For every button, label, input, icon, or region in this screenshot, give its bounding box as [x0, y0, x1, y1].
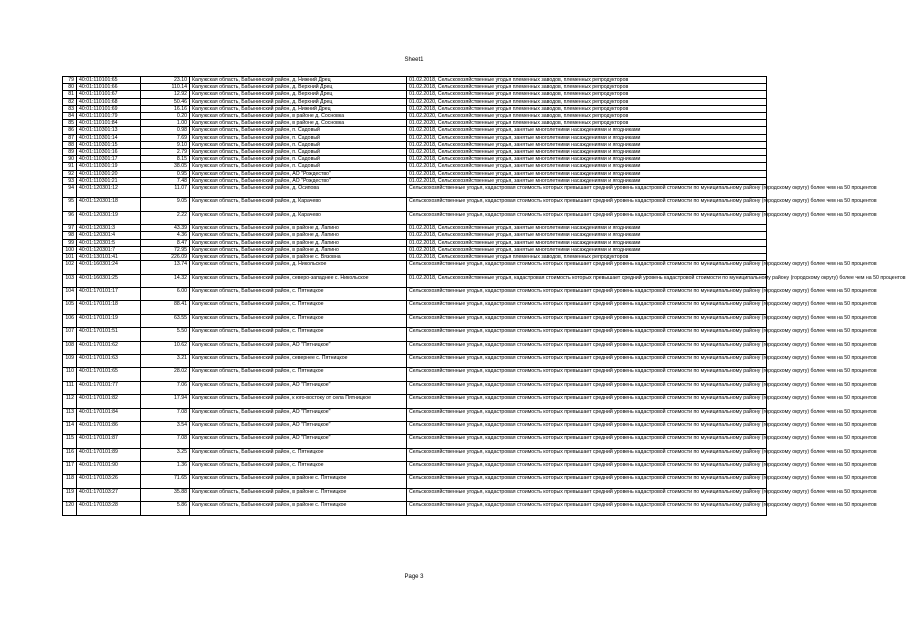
location-cell: Калужская область, Бабынинский район, в районе д. Лапино: [190, 225, 407, 232]
row-number-cell: 96: [63, 211, 77, 224]
area-cell: 3.25: [141, 448, 190, 461]
cadastral-number-cell: 40:01:170101:62: [77, 341, 141, 354]
table-row: [63, 105, 767, 112]
land-use-cell: 01.02.2018, Сельскохозяйственные угодья, занятые многолетними насаждениями и ягодниками: [407, 163, 767, 170]
table-row: [63, 120, 767, 127]
table-row: [63, 341, 767, 354]
row-number-cell: 89: [63, 149, 77, 156]
location-cell: Калужская область, Бабынинский район, д. Нижний Дрец: [190, 77, 407, 84]
cadastral-number-cell: 40:01:170101:77: [77, 381, 141, 394]
land-use-cell: 01.02.2018, Сельскохозяйственные угодья племенных заводов, племенных репродукторов: [407, 254, 767, 261]
cadastral-number-cell: 40:01:110301:19: [77, 163, 141, 170]
table-row: [63, 134, 767, 141]
land-use-cell: Сельскохозяйственные угодья, кадастровая стоимость которых превышает средний уровень кадастровой стоимости по муниципальному району (городскому округу) более чем на 50 процентов: [407, 502, 767, 515]
row-number-cell: 80: [63, 84, 77, 91]
location-cell: Калужская область, Бабынинский район, АО "Пятницкое": [190, 381, 407, 394]
area-cell: 17.94: [141, 395, 190, 408]
land-use-cell: Сельскохозяйственные угодья, кадастровая стоимость которых превышает средний уровень кадастровой стоимости по муниципальному району (городскому округу) более чем на 50 процентов: [407, 368, 767, 381]
cadastral-number-cell: 40:01:170101:87: [77, 435, 141, 448]
cadastral-number-cell: 40:01:160301:24: [77, 261, 141, 274]
area-cell: 0.95: [141, 170, 190, 177]
location-cell: Калужская область, Бабынинский район, д. Верхний Дрец: [190, 84, 407, 91]
land-use-cell: Сельскохозяйственные угодья, кадастровая стоимость которых превышает средний уровень кадастровой стоимости по муниципальному району (городскому округу) более чем на 50 процентов: [407, 354, 767, 367]
row-number-cell: 103: [63, 274, 77, 287]
table-row: [63, 488, 767, 501]
land-use-cell: Сельскохозяйственные угодья, кадастровая стоимость которых превышает средний уровень кадастровой стоимости по муниципальному району (городскому округу) более чем на 50 процентов: [407, 288, 767, 301]
cadastral-number-cell: 40:01:130101:41: [77, 254, 141, 261]
land-use-cell: Сельскохозяйственные угодья, кадастровая стоимость которых превышает средний уровень кадастровой стоимости по муниципальному району (городскому округу) более чем на 50 процентов: [407, 314, 767, 327]
area-cell: 0.20: [141, 113, 190, 120]
area-cell: 5.86: [141, 502, 190, 515]
table-row: [63, 435, 767, 448]
cadastral-number-cell: 40:01:170103:28: [77, 502, 141, 515]
row-number-cell: 90: [63, 156, 77, 163]
land-use-cell: Сельскохозяйственные угодья, кадастровая стоимость которых превышает средний уровень кадастровой стоимости по муниципальному району (городскому округу) более чем на 50 процентов: [407, 408, 767, 421]
table-row: [63, 141, 767, 148]
table-row: [63, 156, 767, 163]
area-cell: 38.05: [141, 163, 190, 170]
area-cell: 4.36: [141, 232, 190, 239]
area-cell: 0.98: [141, 127, 190, 134]
cadastral-number-cell: 40:01:110101:66: [77, 84, 141, 91]
row-number-cell: 118: [63, 475, 77, 488]
location-cell: Калужская область, Бабынинский район, п. Садовый: [190, 163, 407, 170]
table-row: [63, 239, 767, 246]
cadastral-number-cell: 40:01:160301:25: [77, 274, 141, 287]
land-use-cell: 01.02.2018, Сельскохозяйственные угодья племенных заводов, племенных репродукторов: [407, 91, 767, 98]
area-cell: 63.55: [141, 314, 190, 327]
cadastral-number-cell: 40:01:170101:19: [77, 314, 141, 327]
row-number-cell: 91: [63, 163, 77, 170]
row-number-cell: 100: [63, 246, 77, 253]
table-row: [63, 98, 767, 105]
land-use-cell: 01.02.2018, Сельскохозяйственные угодья, занятые многолетними насаждениями и ягодниками: [407, 170, 767, 177]
row-number-cell: 88: [63, 141, 77, 148]
land-use-cell: 01.02.2018, Сельскохозяйственные угодья, занятые многолетними насаждениями и ягодниками: [407, 246, 767, 253]
cadastral-number-cell: 40:01:170101:51: [77, 328, 141, 341]
location-cell: Калужская область, Бабынинский район, п. Садовый: [190, 149, 407, 156]
row-number-cell: 111: [63, 381, 77, 394]
land-use-cell: 01.02.2018, Сельскохозяйственные угодья, занятые многолетними насаждениями и ягодниками: [407, 141, 767, 148]
row-number-cell: 101: [63, 254, 77, 261]
table-row: [63, 246, 767, 253]
area-cell: 7.06: [141, 381, 190, 394]
location-cell: Калужская область, Бабынинский район, с. Пятницкое: [190, 328, 407, 341]
land-plots-table: [62, 76, 906, 516]
row-number-cell: 92: [63, 170, 77, 177]
cadastral-number-cell: 40:01:170103:26: [77, 475, 141, 488]
table-row: [63, 77, 767, 84]
land-use-cell: Сельскохозяйственные угодья, кадастровая стоимость которых превышает средний уровень кадастровой стоимости по муниципальному району (городскому округу) более чем на 50 процентов: [407, 448, 767, 461]
location-cell: Калужская область, Бабынинский район, в районе с. Пятницкое: [190, 502, 407, 515]
area-cell: 28.02: [141, 368, 190, 381]
row-number-cell: 112: [63, 395, 77, 408]
location-cell: Калужская область, Бабынинский район, в районе д. Сосновка: [190, 120, 407, 127]
page-number: Page 3: [404, 574, 424, 580]
location-cell: Калужская область, Бабынинский район, п. Садовый: [190, 127, 407, 134]
cadastral-number-cell: 40:01:170101:63: [77, 354, 141, 367]
table-row: [63, 113, 767, 120]
location-cell: Калужская область, Бабынинский район, северо-западнее с. Никольское: [190, 274, 407, 287]
location-cell: Калужская область, Бабынинский район, в районе д. Лапино: [190, 239, 407, 246]
area-cell: 8.47: [141, 239, 190, 246]
area-cell: 35.88: [141, 488, 190, 501]
table-row: [63, 84, 767, 91]
land-use-cell: Сельскохозяйственные угодья, кадастровая стоимость которых превышает средний уровень кадастровой стоимости по муниципальному району (городскому округу) более чем на 50 процентов: [407, 381, 767, 394]
location-cell: Калужская область, Бабынинский район, АО "Рождество": [190, 170, 407, 177]
area-cell: 1.00: [141, 120, 190, 127]
land-use-cell: Сельскохозяйственные угодья, кадастровая стоимость которых превышает средний уровень кадастровой стоимости по муниципальному району (городскому округу) более чем на 50 процентов: [407, 488, 767, 501]
table-row: [63, 177, 767, 184]
land-use-cell: 01.02.2018, Сельскохозяйственные угодья, занятые многолетними насаждениями и ягодниками: [407, 156, 767, 163]
location-cell: Калужская область, Бабынинский район, д. Осипова: [190, 185, 407, 198]
land-use-cell: Сельскохозяйственные угодья, кадастровая стоимость которых превышает средний уровень кадастровой стоимости по муниципальному району (городскому округу) более чем на 50 процентов: [407, 341, 767, 354]
cadastral-number-cell: 40:01:170101:89: [77, 448, 141, 461]
land-use-cell: 01.02.2018, Сельскохозяйственные угодья племенных заводов, племенных репродукторов: [407, 105, 767, 112]
cadastral-number-cell: 40:01:110301:17: [77, 156, 141, 163]
table-row: [63, 211, 767, 224]
cadastral-number-cell: 40:01:120301:19: [77, 211, 141, 224]
cadastral-number-cell: 40:01:170101:84: [77, 408, 141, 421]
land-use-cell: 01.02.2018, Сельскохозяйственные угодья, занятые многолетними насаждениями и ягодниками: [407, 225, 767, 232]
area-cell: 14.32: [141, 274, 190, 287]
land-use-cell: Сельскохозяйственные угодья, кадастровая стоимость которых превышает средний уровень кадастровой стоимости по муниципальному району (городскому округу) более чем на 50 процентов: [407, 211, 767, 224]
table-row: [63, 314, 767, 327]
location-cell: Калужская область, Бабынинский район, д. Верхний Дрец: [190, 98, 407, 105]
row-number-cell: 106: [63, 314, 77, 327]
row-number-cell: 113: [63, 408, 77, 421]
location-cell: Калужская область, Бабынинский район, с. Пятницкое: [190, 448, 407, 461]
location-cell: Калужская область, Бабынинский район, п. Садовый: [190, 141, 407, 148]
table-row: [63, 170, 767, 177]
location-cell: Калужская область, Бабынинский район, д. Верхний Дрец: [190, 91, 407, 98]
row-number-cell: 107: [63, 328, 77, 341]
area-cell: 12.92: [141, 91, 190, 98]
area-cell: 226.09: [141, 254, 190, 261]
area-cell: 23.10: [141, 77, 190, 84]
cadastral-number-cell: 40:01:120301:12: [77, 185, 141, 198]
land-use-cell: 01.02.2018, Сельскохозяйственные угодья, занятые многолетними насаждениями и ягодниками: [407, 127, 767, 134]
table-row: [63, 448, 767, 461]
table-row: [63, 462, 767, 475]
area-cell: 9.05: [141, 198, 190, 211]
row-number-cell: 108: [63, 341, 77, 354]
land-use-cell: Сельскохозяйственные угодья, кадастровая стоимость которых превышает средний уровень кадастровой стоимости по муниципальному району (городскому округу) более чем на 50 процентов: [407, 185, 767, 198]
land-use-cell: 01.02.2018, Сельскохозяйственные угодья, занятые многолетними насаждениями и ягодниками: [407, 149, 767, 156]
row-number-cell: 86: [63, 127, 77, 134]
table-row: [63, 328, 767, 341]
cadastral-number-cell: 40:01:170101:86: [77, 421, 141, 434]
land-use-cell: 01.02.2018, Сельскохозяйственные угодья племенных заводов, племенных репродукторов: [407, 84, 767, 91]
cadastral-number-cell: 40:01:110301:16: [77, 149, 141, 156]
row-number-cell: 94: [63, 185, 77, 198]
table-row: [63, 198, 767, 211]
area-cell: 3.21: [141, 354, 190, 367]
area-cell: 2.79: [141, 149, 190, 156]
cadastral-number-cell: 40:01:170101:90: [77, 462, 141, 475]
area-cell: 7.08: [141, 408, 190, 421]
land-use-cell: 01.02.2018, Сельскохозяйственные угодья, занятые многолетними насаждениями и ягодниками: [407, 177, 767, 184]
location-cell: Калужская область, Бабынинский район, АО "Пятницкое": [190, 341, 407, 354]
land-use-cell: 01.02.2020, Сельскохозяйственные угодья племенных заводов, племенных репродукторов: [407, 98, 767, 105]
area-cell: 43.39: [141, 225, 190, 232]
land-use-cell: 01.02.2020, Сельскохозяйственные угодья племенных заводов, племенных репродукторов: [407, 120, 767, 127]
table-row: [63, 261, 767, 274]
table-row: [63, 502, 767, 515]
location-cell: Калужская область, Бабынинский район, АО "Пятницкое": [190, 435, 407, 448]
row-number-cell: 81: [63, 91, 77, 98]
area-cell: 7.48: [141, 177, 190, 184]
location-cell: Калужская область, Бабынинский район, АО "Рождество": [190, 177, 407, 184]
cadastral-number-cell: 40:01:110101:79: [77, 113, 141, 120]
land-use-cell: 01.02.2018, Сельскохозяйственные угодья, занятые многолетними насаждениями и ягодниками: [407, 239, 767, 246]
table-row: [63, 288, 767, 301]
area-cell: 8.15: [141, 156, 190, 163]
table-row: [63, 301, 767, 314]
row-number-cell: 98: [63, 232, 77, 239]
table-row: [63, 254, 767, 261]
area-cell: 1.36: [141, 462, 190, 475]
land-use-cell: 01.02.2018, Сельскохозяйственные угодья, кадастровая стоимость которых превышает средний уровень кадастровой стоимости по муниципальному району (городскому округу) более чем на 50 процентов: [407, 274, 767, 287]
location-cell: Калужская область, Бабынинский район, п. Садовый: [190, 134, 407, 141]
cadastral-number-cell: 40:01:170103:27: [77, 488, 141, 501]
row-number-cell: 87: [63, 134, 77, 141]
land-use-cell: Сельскохозяйственные угодья, кадастровая стоимость которых превышает средний уровень кадастровой стоимости по муниципальному району (городскому округу) более чем на 50 процентов: [407, 198, 767, 211]
table-row: [63, 354, 767, 367]
land-use-cell: 01.02.2020, Сельскохозяйственные угодья племенных заводов, племенных репродукторов: [407, 113, 767, 120]
cadastral-number-cell: 40:01:110101:69: [77, 105, 141, 112]
row-number-cell: 97: [63, 225, 77, 232]
location-cell: Калужская область, Бабынинский район, с. Пятницкое: [190, 301, 407, 314]
row-number-cell: 117: [63, 462, 77, 475]
row-number-cell: 115: [63, 435, 77, 448]
table-row: [63, 91, 767, 98]
area-cell: 7.69: [141, 134, 190, 141]
cadastral-number-cell: 40:01:110101:68: [77, 98, 141, 105]
area-cell: 3.54: [141, 421, 190, 434]
row-number-cell: 102: [63, 261, 77, 274]
area-cell: 2.22: [141, 211, 190, 224]
table-row: [63, 368, 767, 381]
location-cell: Калужская область, Бабынинский район, с. Пятницкое: [190, 288, 407, 301]
area-cell: 6.00: [141, 288, 190, 301]
cadastral-number-cell: 40:01:110301:14: [77, 134, 141, 141]
land-use-cell: Сельскохозяйственные угодья, кадастровая стоимость которых превышает средний уровень кадастровой стоимости по муниципальному району (городскому округу) более чем на 50 процентов: [407, 261, 767, 274]
location-cell: Калужская область, Бабынинский район, п. Садовый: [190, 156, 407, 163]
land-use-cell: Сельскохозяйственные угодья, кадастровая стоимость которых превышает средний уровень кадастровой стоимости по муниципальному району (городскому округу) более чем на 50 процентов: [407, 462, 767, 475]
table-row: [63, 185, 767, 198]
cadastral-number-cell: 40:01:120301:5: [77, 239, 141, 246]
area-cell: 7.08: [141, 435, 190, 448]
cadastral-number-cell: 40:01:110301:21: [77, 177, 141, 184]
cadastral-number-cell: 40:01:120301:18: [77, 198, 141, 211]
location-cell: Калужская область, Бабынинский район, в районе д. Лапино: [190, 232, 407, 239]
land-use-cell: Сельскохозяйственные угодья, кадастровая стоимость которых превышает средний уровень кадастровой стоимости по муниципальному району (городскому округу) более чем на 50 процентов: [407, 421, 767, 434]
location-cell: Калужская область, Бабынинский район, д. Нижний Дрец: [190, 105, 407, 112]
area-cell: 9.10: [141, 141, 190, 148]
row-number-cell: 119: [63, 488, 77, 501]
location-cell: Калужская область, Бабынинский район, АО "Пятницкое": [190, 408, 407, 421]
location-cell: Калужская область, Бабынинский район, севернее с. Пятницкое: [190, 354, 407, 367]
cadastral-number-cell: 40:01:110301:13: [77, 127, 141, 134]
row-number-cell: 105: [63, 301, 77, 314]
table-row: [63, 475, 767, 488]
location-cell: Калужская область, Бабынинский район, в районе д. Лапино: [190, 246, 407, 253]
area-cell: 13.74: [141, 261, 190, 274]
location-cell: Калужская область, Бабынинский район, в районе с. Пятницкое: [190, 475, 407, 488]
table-row: [63, 274, 767, 287]
row-number-cell: 99: [63, 239, 77, 246]
table-row: [63, 127, 767, 134]
row-number-cell: 84: [63, 113, 77, 120]
cadastral-number-cell: 40:01:170101:17: [77, 288, 141, 301]
location-cell: Калужская область, Бабынинский район, с. Пятницкое: [190, 462, 407, 475]
area-cell: 50.46: [141, 98, 190, 105]
location-cell: Калужская область, Бабынинский район, АО "Пятницкое": [190, 421, 407, 434]
row-number-cell: 93: [63, 177, 77, 184]
cadastral-number-cell: 40:01:110101:67: [77, 91, 141, 98]
table-row: [63, 149, 767, 156]
land-use-cell: 01.02.2018, Сельскохозяйственные угодья, занятые многолетними насаждениями и ягодниками: [407, 134, 767, 141]
location-cell: Калужская область, Бабынинский район, в районе с. Пятницкое: [190, 488, 407, 501]
area-cell: 88.41: [141, 301, 190, 314]
land-use-cell: Сельскохозяйственные угодья, кадастровая стоимость которых превышает средний уровень кадастровой стоимости по муниципальному району (городскому округу) более чем на 50 процентов: [407, 475, 767, 488]
land-use-cell: Сельскохозяйственные угодья, кадастровая стоимость которых превышает средний уровень кадастровой стоимости по муниципальному району (городскому округу) более чем на 50 процентов: [407, 395, 767, 408]
cadastral-number-cell: 40:01:110301:20: [77, 170, 141, 177]
cadastral-number-cell: 40:01:120301:7: [77, 246, 141, 253]
area-cell: 16.16: [141, 105, 190, 112]
row-number-cell: 120: [63, 502, 77, 515]
row-number-cell: 95: [63, 198, 77, 211]
location-cell: Калужская область, Бабынинский район, с. Пятницкое: [190, 314, 407, 327]
cadastral-number-cell: 40:01:110301:15: [77, 141, 141, 148]
land-use-cell: 01.02.2018, Сельскохозяйственные угодья, занятые многолетними насаждениями и ягодниками: [407, 232, 767, 239]
row-number-cell: 79: [63, 77, 77, 84]
table-row: [63, 232, 767, 239]
cadastral-number-cell: 40:01:170101:18: [77, 301, 141, 314]
row-number-cell: 114: [63, 421, 77, 434]
row-number-cell: 82: [63, 98, 77, 105]
land-use-cell: Сельскохозяйственные угодья, кадастровая стоимость которых превышает средний уровень кадастровой стоимости по муниципальному району (городскому округу) более чем на 50 процентов: [407, 435, 767, 448]
row-number-cell: 83: [63, 105, 77, 112]
row-number-cell: 110: [63, 368, 77, 381]
cadastral-number-cell: 40:01:170101:82: [77, 395, 141, 408]
cadastral-number-cell: 40:01:120301:4: [77, 232, 141, 239]
area-cell: 110.14: [141, 84, 190, 91]
table-row: [63, 225, 767, 232]
area-cell: 10.62: [141, 341, 190, 354]
area-cell: 11.07: [141, 185, 190, 198]
land-use-cell: 01.02.2018, Сельскохозяйственные угодья племенных заводов, племенных репродукторов: [407, 77, 767, 84]
cadastral-number-cell: 40:01:120301:3: [77, 225, 141, 232]
table-row: [63, 421, 767, 434]
location-cell: Калужская область, Бабынинский район, д. Карачево: [190, 198, 407, 211]
location-cell: Калужская область, Бабынинский район, с. Пятницкое: [190, 368, 407, 381]
row-number-cell: 116: [63, 448, 77, 461]
area-cell: 72.95: [141, 246, 190, 253]
area-cell: 71.65: [141, 475, 190, 488]
area-cell: 5.50: [141, 328, 190, 341]
location-cell: Калужская область, Бабынинский район, д. Карачево: [190, 211, 407, 224]
land-use-cell: Сельскохозяйственные угодья, кадастровая стоимость которых превышает средний уровень кадастровой стоимости по муниципальному району (городскому округу) более чем на 50 процентов: [407, 301, 767, 314]
location-cell: Калужская область, Бабынинский район, в районе с. Вязовна: [190, 254, 407, 261]
location-cell: Калужская область, Бабынинский район, д. Никольское: [190, 261, 407, 274]
location-cell: Калужская область, Бабынинский район, к юго-востоку от села Пятницкое: [190, 395, 407, 408]
land-use-cell: Сельскохозяйственные угодья, кадастровая стоимость которых превышает средний уровень кадастровой стоимости по муниципальному району (городскому округу) более чем на 50 процентов: [407, 328, 767, 341]
table-row: [63, 408, 767, 421]
row-number-cell: 104: [63, 288, 77, 301]
cadastral-number-cell: 40:01:170101:65: [77, 368, 141, 381]
row-number-cell: 85: [63, 120, 77, 127]
sheet-title: Sheet1: [404, 57, 424, 63]
table-row: [63, 163, 767, 170]
cadastral-number-cell: 40:01:110101:84: [77, 120, 141, 127]
table-row: [63, 395, 767, 408]
cadastral-number-cell: 40:01:110101:65: [77, 77, 141, 84]
table-row: [63, 381, 767, 394]
location-cell: Калужская область, Бабынинский район, в районе д. Сосновка: [190, 113, 407, 120]
row-number-cell: 109: [63, 354, 77, 367]
